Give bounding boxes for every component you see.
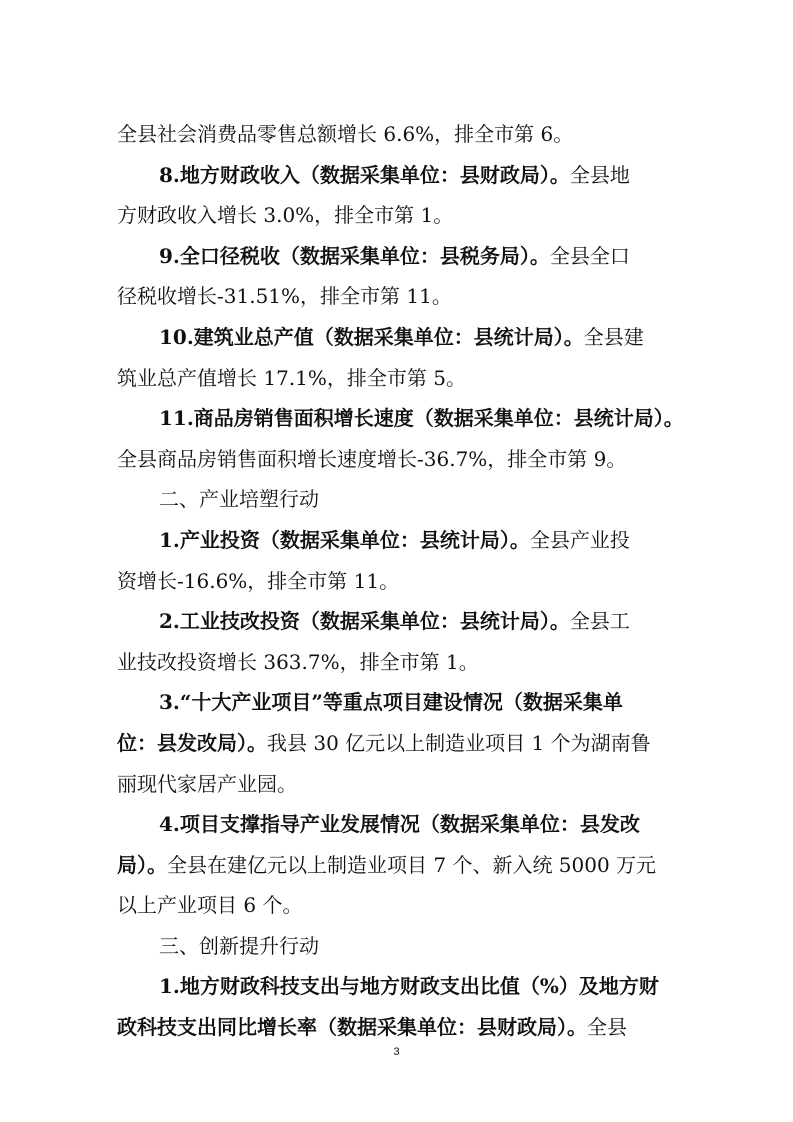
text-run: 全县地 (569, 162, 630, 187)
bold-text-run: 11.商品房销售面积增长速度（数据采集单位：县统计局）。 (159, 406, 684, 431)
text-line (117, 317, 683, 358)
bold-text-run: 9.全口径税收（数据采集单位：县税务局）。 (159, 243, 550, 268)
text-run: 业技改投资增长 363.7%，排全市第 1。 (117, 649, 479, 674)
text-line (117, 966, 683, 1007)
text-run: 我县 30 亿元以上制造业项目 1 个为湖南鲁 (267, 730, 651, 755)
page-number: 3 (393, 1046, 400, 1058)
text-line (117, 601, 683, 642)
text-run: 资增长-16.6%，排全市第 11。 (117, 568, 400, 593)
text-line (117, 723, 683, 764)
text-run: 筑业总产值增长 17.1%，排全市第 5。 (117, 365, 466, 390)
text-run: 方财政收入增长 3.0%，排全市第 1。 (117, 203, 454, 228)
text-run: 三、创新提升行动 (159, 933, 319, 958)
text-line (117, 398, 683, 439)
bold-text-run: 局）。 (117, 852, 167, 877)
text-line (117, 236, 683, 277)
text-line (117, 1007, 683, 1048)
bold-text-run: 政科技支出同比增长率（数据采集单位：县财政局）。 (117, 1015, 587, 1040)
text-line (117, 845, 683, 886)
text-line (117, 926, 683, 967)
text-run: 丽现代家居产业园。 (117, 771, 297, 796)
text-run: 全县社会消费品零售总额增长 6.6%，排全市第 6。 (117, 122, 574, 146)
bold-text-run: 2.工业技改投资（数据采集单位：县统计局）。 (159, 609, 570, 634)
text-line (117, 682, 683, 723)
text-run: 全县在建亿元以上制造业项目 7 个、新入统 5000 万元 (167, 852, 657, 877)
text-line (117, 520, 683, 561)
text-run: 全县 (587, 1015, 627, 1040)
text-line (117, 358, 683, 399)
text-line (117, 155, 683, 196)
text-run: 径税收增长-31.51%，排全市第 11。 (117, 284, 452, 309)
body-text (117, 114, 683, 1048)
text-line (117, 479, 683, 520)
bold-text-run: 1.地方财政科技支出与地方财政支出比值（%）及地方财 (159, 974, 659, 999)
bold-text-run: 3.“十大产业项目”等重点项目建设情况（数据采集单 (159, 690, 623, 715)
text-line (117, 439, 683, 480)
text-run: 全县工 (569, 609, 630, 634)
text-line (117, 114, 683, 155)
text-line (117, 276, 683, 317)
bold-text-run: 4.项目支撑指导产业发展情况（数据采集单位：县发改 (159, 812, 640, 837)
bold-text-run: 10.建筑业总产值（数据采集单位：县统计局）。 (159, 324, 584, 349)
text-run: 全县产业投 (529, 527, 630, 552)
text-line (117, 561, 683, 602)
text-line (117, 764, 683, 805)
bold-text-run: 8.地方财政收入（数据采集单位：县财政局）。 (159, 162, 570, 187)
text-run: 全县商品房销售面积增长速度增长-36.7%，排全市第 9。 (117, 446, 627, 471)
text-run: 二、产业培塑行动 (159, 487, 319, 512)
text-run: 全县建 (583, 324, 644, 349)
text-run: 以上产业项目 6 个。 (117, 893, 303, 918)
bold-text-run: 1.产业投资（数据采集单位：县统计局）。 (159, 527, 530, 552)
text-line (117, 195, 683, 236)
text-line (117, 642, 683, 683)
text-line (117, 885, 683, 926)
bold-text-run: 位：县发改局）。 (117, 730, 267, 755)
text-line (117, 804, 683, 845)
text-run: 全县全口 (549, 243, 630, 268)
